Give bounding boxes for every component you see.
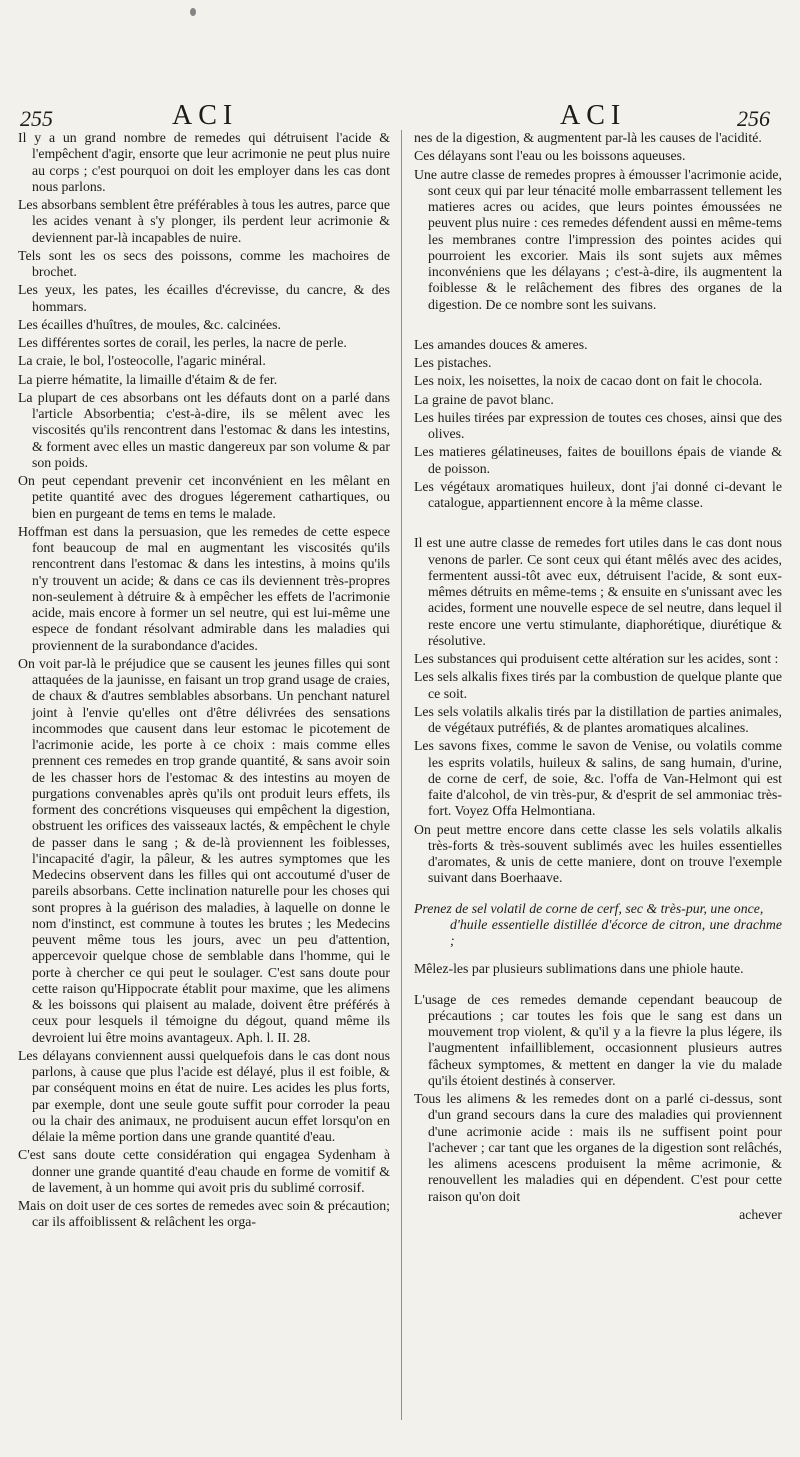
spacer <box>414 889 782 901</box>
list-item: Les matieres gélatineuses, faites de bouillons épais de viande & de poisson. <box>414 444 782 476</box>
recipe-line: d'huile essentielle distillée d'écorce de citron, une drachme ; <box>450 916 782 948</box>
paragraph: On peut cependant prevenir cet inconvénient en les mêlant en petite quantité avec des drogues légerement cathartiques, ou bien en purgeant de tems en tems le malade. <box>18 473 390 521</box>
paragraph: On voit par-là le préjudice que se causent les jeunes filles qui sont attaquées de la jaunisse, en faisant un trop grand usage de craies, de chaux & d'autres semblables absorbans. Un penchant naturel joint à l'envie qu'elles ont d'être délivrées des sensations incommodes que causent dans leur estomac le picotement de l'acrimonie acide, les porte à ce choix : mais comme elles prennent ces remedes en trop grande quantité, & sans avoir soin de les chasser hors de l'estomac & des intestins au moyen de purgations convenables après qu'ils ont produit leurs effets, ils forment des concrétions visqueuses qui empêchent la digestion, obstruent les orifices des vaisseaux lactés, & empêchent le chyle de passer dans le sang ; & de-là proviennent les foiblesses, l'incapacité d'agir, la pâleur, & les autres symptomes que les Medecins observent dans les filles qui ont accoutumé d'user de pareils absorbans. Cette inclination naturelle pour les choses qui sont propres à la guérison des maladies, à laquelle on donne le nom d'instinct, est commune à toutes les brutes ; les Medecins peuvent même tous les jours, avec un peu d'attention, appercevoir quelque chose de semblable dans l'homme, qui le porte à chercher ce qui peut le soulager. C'est sans doute pour cette raison qu'Hippocrate établit pour maxime, que les alimens & les boissons qui plaisent au malade, doivent être préférés à ceux pour lesquels il témoigne du dégout, quand même ils devroient lui être moins avantageux. Aph. l. II. 28. <box>18 655 390 1045</box>
recipe-line: Prenez de sel volatil de corne de cerf, sec & très-pur, une once, <box>414 900 764 916</box>
right-column <box>414 130 782 1223</box>
recipe-instruction: Mêlez-les par plusieurs sublimations dans une phiole haute. <box>414 961 744 977</box>
paragraph: On peut mettre encore dans cette classe les sels volatils alkalis très-forts & très-souvent sublimés avec les huiles essentielles d'aromates, & unis de cette maniere, dont on trouve l'exemple suivant dans Boerhaave. <box>414 821 782 886</box>
paragraph: Il y a un grand nombre de remedes qui détruisent l'acide & l'empêchent d'agir, ensorte que leur acrimonie ne peut plus nuire au corps ; c'est pourquoi on doit les employer dans les cas dont nous parlons. <box>18 130 390 194</box>
paragraph: Les sels volatils alkalis tirés par la distillation de parties animales, de végétaux putréfiés, & de plantes aromatiques alcalines. <box>414 703 782 735</box>
spacer <box>414 980 782 992</box>
spacer <box>414 949 782 961</box>
running-head-left: ACI <box>172 100 239 131</box>
paragraph: La craie, le bol, l'osteocolle, l'agaric minéral. <box>18 353 266 369</box>
list-item: Les noix, les noisettes, la noix de cacao dont on fait le chocola. <box>414 373 763 389</box>
paragraph: Mais on doit user de ces sortes de remedes avec soin & précaution; car ils affoiblissent & relâchent les orga- <box>18 1198 390 1230</box>
ink-spot <box>190 8 196 16</box>
paragraph: Une autre classe de remedes propres à émousser l'acrimonie acide, sont ceux qui par leur ténacité molle embarrassent tellement les matieres acres ou acides, que leurs pointes émoussées ne peuvent plus nuire : ces remedes défendent aussi en même-tems les membranes contre l'impression des pointes acides qui pourroient les excorier. Mais ils sont sujets aux mêmes inconvéniens que les délayans ; c'est-à-dire, ils augmentent la foiblesse & le relâchement des fibres des organes de la digestion. De ce nombre sont les suivans. <box>414 166 782 312</box>
paragraph: Il est une autre classe de remedes fort utiles dans le cas dont nous venons de parler. Ce sont ceux qui étant mêlés avec des acides, fermentent aussi-tôt avec eux, détruisent l'acide, & sont eux-mêmes détruits en même-tems ; & ensuite en s'unissant avec les acides, forment une nouvelle espece de sel neutre, dans lequel il reste encore une vertu stimulante, diaphorétique, diurétique & résolutive. <box>414 535 782 648</box>
list-item: Les huiles tirées par expression de toutes ces choses, ainsi que des olives. <box>414 409 782 441</box>
paragraph: Les savons fixes, comme le savon de Venise, ou volatils comme les esprits volatils, huileux & salins, de sang humain, d'urine, de corne de cerf, de soie, &c. l'offa de Van-Helmont qui est faite d'alcohol, de vin très-pur, & d'esprit de sel ammoniac très-fort. Voyez Offa Helmontiana. <box>414 738 782 819</box>
paragraph: Tels sont les os secs des poissons, comme les machoires de brochet. <box>18 247 390 279</box>
list-item: La graine de pavot blanc. <box>414 391 554 407</box>
paragraph: La pierre hématite, la limaille d'étaim & de fer. <box>18 371 278 387</box>
page-number-right: 256 <box>737 106 770 131</box>
paragraph: Les sels alkalis fixes tirés par la combustion de quelque plante que ce soit. <box>414 669 782 701</box>
paragraph: Les écailles d'huîtres, de moules, &c. calcinées. <box>18 316 281 332</box>
paragraph: Tous les alimens & les remedes dont on a parlé ci-dessus, sont d'un grand secours dans la cure des maladies qui proviennent d'une acrimonie acide : mais ils ne suffisent point pour l'achever ; car tant que les organes de la digestion sont relâchés, les alimens acescens produisent la même acrimonie, & renouvellent les maladies qui en dépendent. C'est pour cette raison qu'on doit <box>414 1091 782 1204</box>
paragraph: nes de la digestion, & augmentent par-là les causes de l'acidité. <box>414 130 762 145</box>
paragraph: Les substances qui produisent cette altération sur les acides, sont : <box>414 651 779 666</box>
paragraph: Les yeux, les pates, les écailles d'écrevisse, du cancre, & des hommars. <box>18 282 390 314</box>
paragraph: L'usage de ces remedes demande cependant beaucoup de précautions ; car toutes les fois que le sang est dans un mouvement trop violent, & qu'il y a la fievre la plus légere, ils l'augmentent infailliblement, occasionnent plusieurs autres fâcheux symptomes, & mettent en danger la vie du malade qu'ils étoient destinés à conserver. <box>414 991 782 1088</box>
running-head-right: ACI <box>560 100 627 131</box>
paragraph: La plupart de ces absorbans ont les défauts dont on a parlé dans l'article Absorbentia; c'est-à-dire, ils se mêlent avec les viscosités qu'ils rencontrent dans l'estomac & dans les intestins, & forment avec elles un mastic dangereux par son volume & par son poids. <box>18 389 390 470</box>
page-number-left: 255 <box>20 106 53 131</box>
paragraph: C'est sans doute cette considération qui engagea Sydenham à donner une grande quantité d'eau chaude en forme de vomitif & de lavement, à un homme qui avoit pris du sublimé corrosif. <box>18 1147 390 1195</box>
list-item: Les amandes douces & ameres. <box>414 336 588 352</box>
list-item: Les végétaux aromatiques huileux, dont j'ai donné ci-devant le catalogue, appartiennent encore à la même classe. <box>414 478 782 510</box>
paragraph: Les différentes sortes de corail, les perles, la nacre de perle. <box>18 335 347 350</box>
paragraph: Les délayans conviennent aussi quelquefois dans le cas dont nous parlons, à cause que plus l'acide est délayé, plus il est foible, & par conséquent moins en état de nuire. Les acides les plus forts, par exemple, dont une seule goute suffit pour corroder la peau ou la chair des animaux, ne produisent aucun effet lorsqu'on en délaie la même portion dans une grande quantité d'eau. <box>18 1047 390 1144</box>
catchword: achever <box>739 1206 782 1222</box>
left-column <box>18 130 390 1233</box>
paragraph: Hoffman est dans la persuasion, que les remedes de cette espece font beaucoup de mal en augmentant les viscosités qu'ils rencontrent dans l'estomac & dans les intestins, à moins qu'ils n'y trouvent un acide; & dans ce cas ils deviennent très-propres non-seulement à détruire & à empêcher les effets de l'acrimonie acide, mais encore à former un sel neutre, qui est lui-même une espece de fondant résolvant admirable dans les maladies qui proviennent de la surabondance d'acides. <box>18 523 390 653</box>
paragraph: Les absorbans semblent être préférables à tous les autres, parce que les acides venant à s'y plonger, ils perdent leur acrimonie & deviennent par-là incapables de nuire. <box>18 197 390 245</box>
spacer <box>414 513 782 535</box>
spacer <box>414 315 782 337</box>
paragraph: Ces délayans sont l'eau ou les boissons aqueuses. <box>414 148 686 164</box>
column-divider <box>401 130 402 1420</box>
list-item: Les pistaches. <box>414 355 492 370</box>
